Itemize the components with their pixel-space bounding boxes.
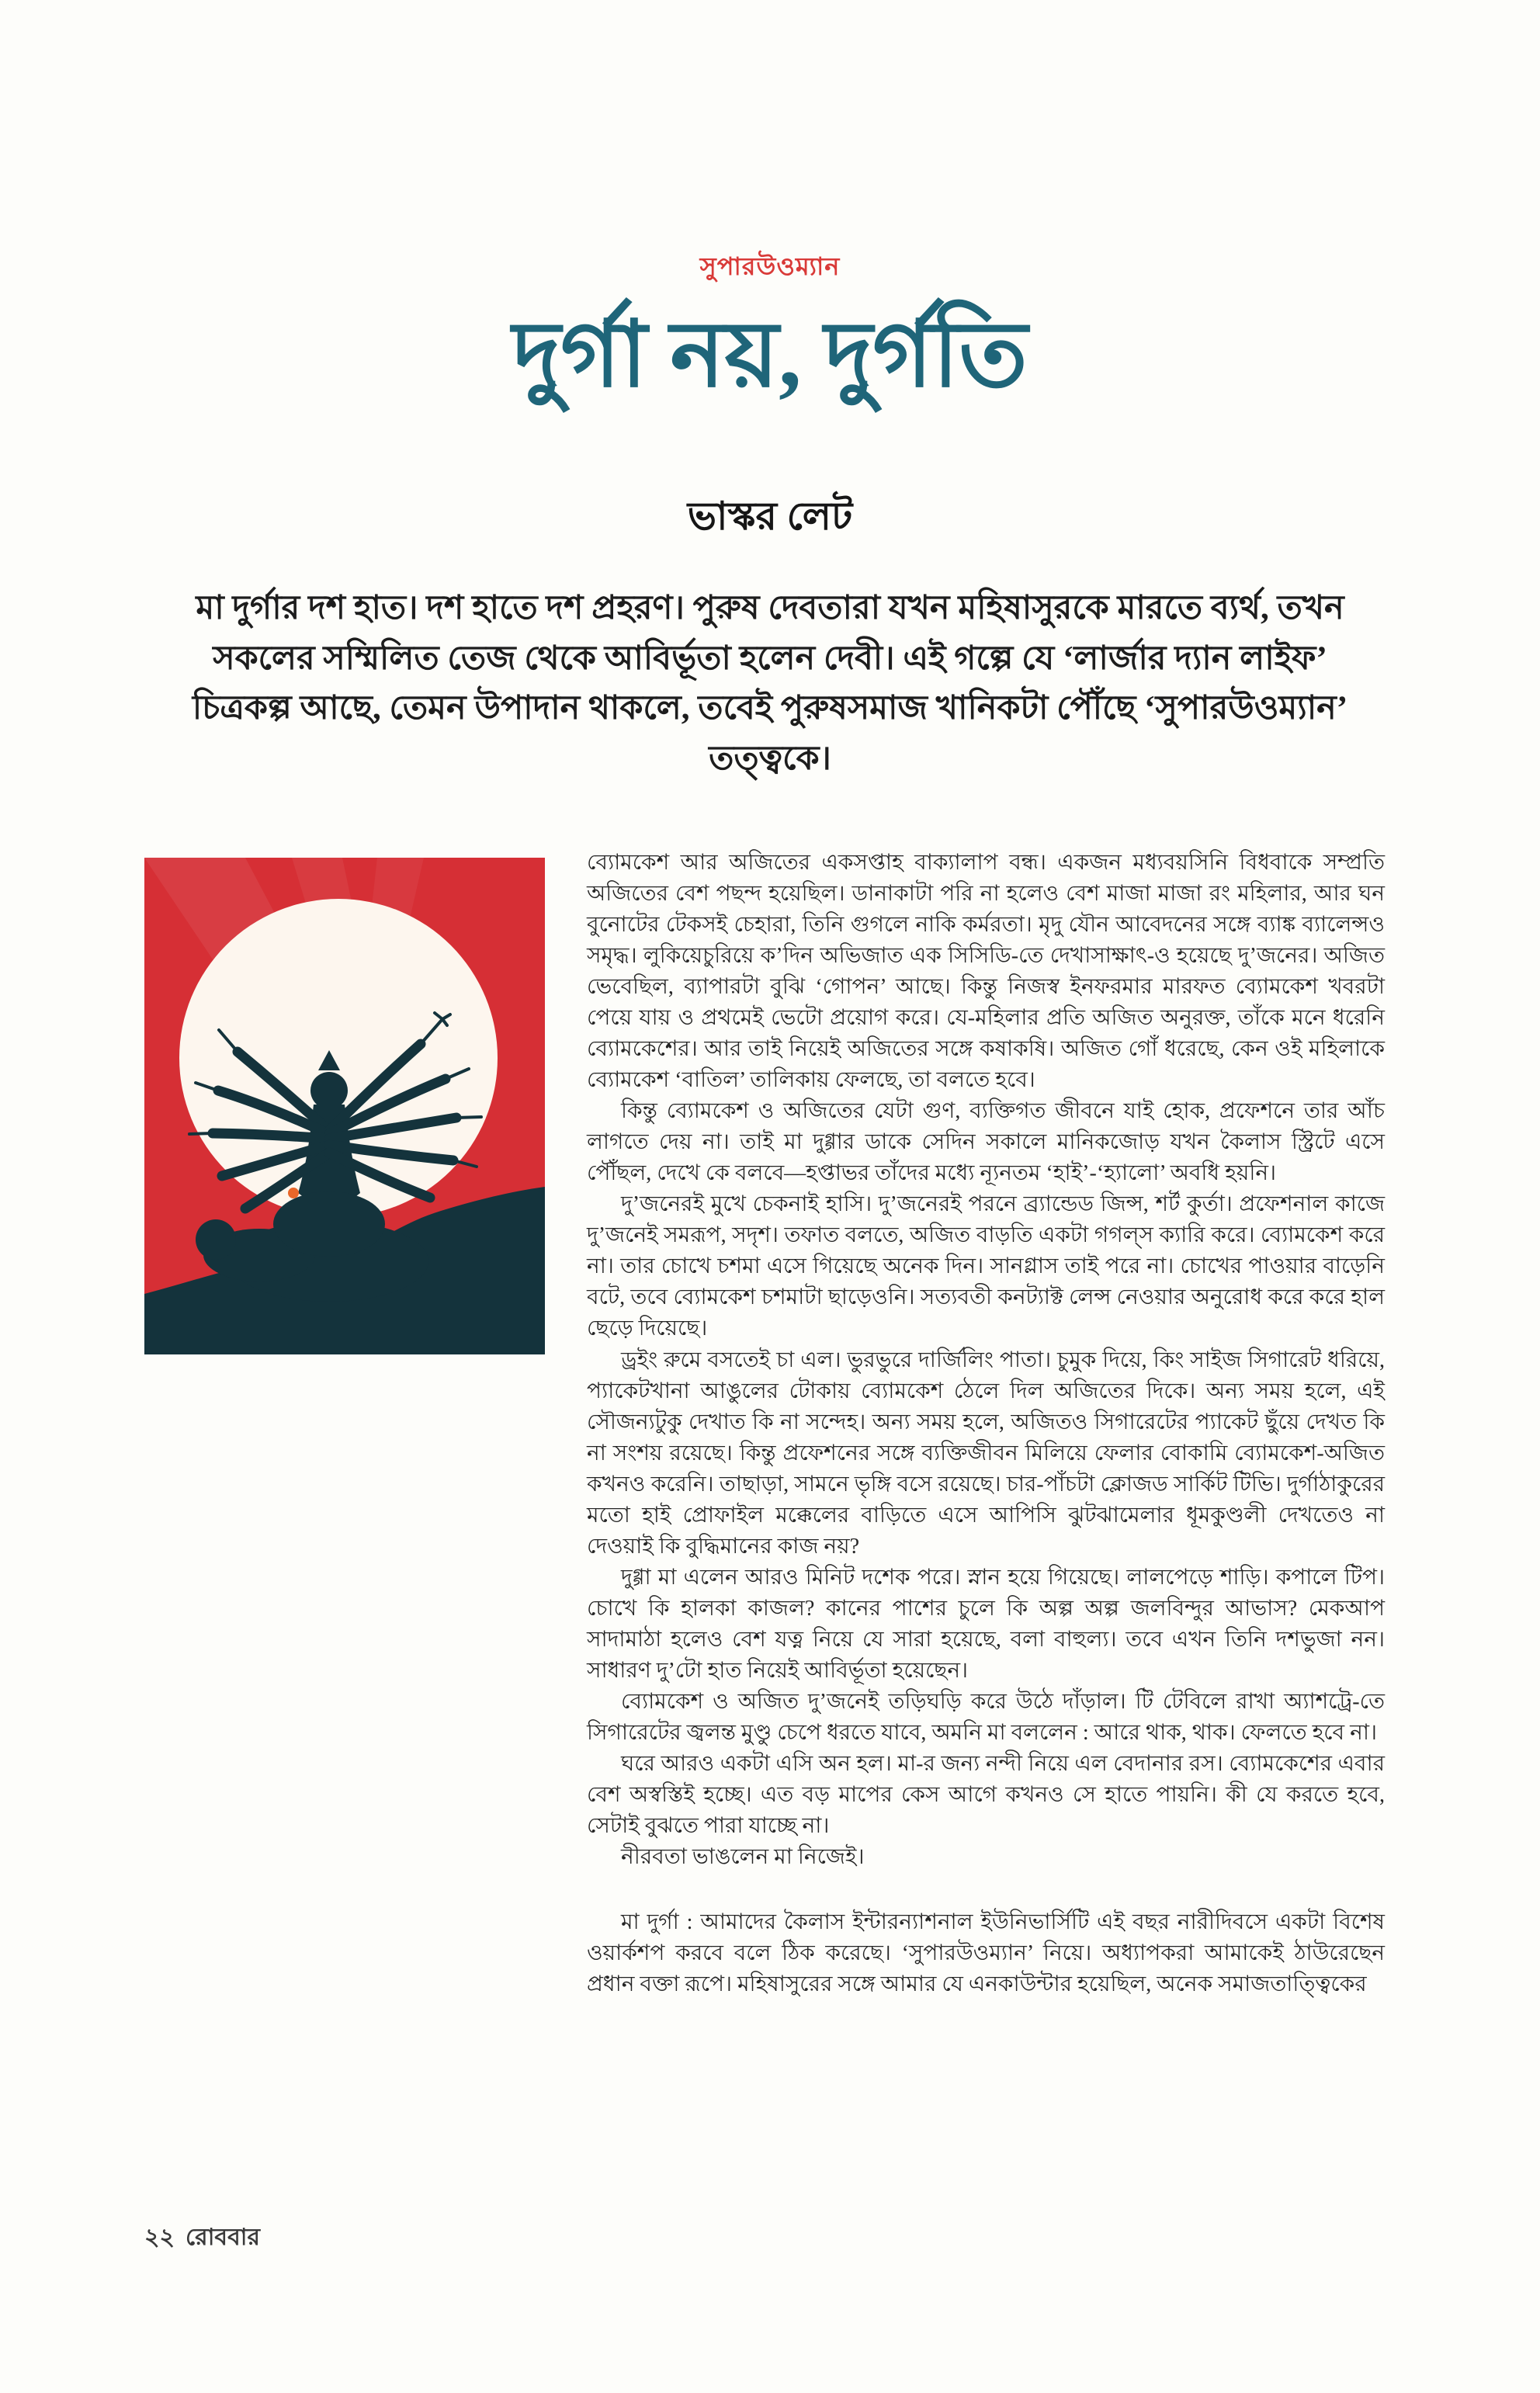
kicker: সুপারউওম্যান: [699, 252, 841, 280]
body-paragraph: মা দুর্গা : আমাদের কৈলাস ইন্টারন্যাশনাল ইউনিভার্সিটি এই বছর নারীদিবসে একটা বিশেষ ওয়ার্কশপ করবে বলে ঠিক করেছে। ‘সুপারউওম্যান’ নিয়ে। অধ্যাপকরা আমাকেই ঠাউরেছেন প্রধান বক্তা রূপে। মহিষাসুরের সঙ্গে আমার যে এনকাউন্টার হয়েছিল, অনেক সমাজতাত্ত্বিকের: [587, 1910, 1385, 1997]
magazine-name: রোববার: [186, 2225, 260, 2250]
body-paragraph: ঘরে আরও একটা এসি অন হল। মা-র জন্য নন্দী নিয়ে এল বেদানার রস। ব্যোমকেশের এবার বেশ অস্বস্তিই হচ্ছে। এত বড় মাপের কেস আগে কখনও সে হাতে পায়নি। কী যে করতে হবে, সেটাই বুঝতে পারা যাচ্ছে না।: [587, 1751, 1385, 1838]
article-body: [587, 848, 1385, 2000]
body-paragraph: ব্যোমকেশ ও অজিত দু’জনেই তড়িঘড়ি করে উঠে দাঁড়াল। টি টেবিলে রাখা অ্যাশট্রে-তে সিগারেটের জ্বলন্ত মুণ্ডু চেপে ধরতে যাবে, অমনি মা বললেন : আরে থাক, থাক। ফেলতে হবে না।: [587, 1689, 1385, 1745]
body-paragraph: দু’জনেরই মুখে চেকনাই হাসি। দু’জনেরই পরনে ব্র্যান্ডেড জিন্স, শর্ট কুর্তা। প্রফেশনাল কাজে দু’জনেই সমরূপ, সদৃশ। তফাত বলতে, অজিত বাড়তি একটা গগল্স ক্যারি করে। ব্যোমকেশ করে না। তার চোখে চশমা এসে গিয়েছে অনেক দিন। সানগ্লাস তাই পরে না। চোখের পাওয়ার বাড়েনি বটে, তবে ব্যোমকেশ চশমাটা ছাড়েওনি। সত্যবতী কনট্যাক্ট লেন্স নেওয়ার অনুরোধ করে করে হাল ছেড়ে দিয়েছে।: [587, 1192, 1385, 1341]
body-paragraph: নীরবতা ভাঙলেন মা নিজেই।: [621, 1845, 865, 1869]
body-paragraph: দুগ্গা মা এলেন আরও মিনিট দশেক পরে। স্নান হয়ে গিয়েছে। লালপেড়ে শাড়ি। কপালে টিপ। চোখে কি হালকা কাজল? কানের পাশের চুলে কি অল্প অল্প জলবিন্দুর আভাস? মেকআপ সাদামাঠা হলেও বেশ যত্ন নিয়ে যে সারা হয়েছে, বলা বাহুল্য। তবে এখন তিনি দশভুজা নন। সাধারণ দু’টো হাত নিয়েই আবির্ভূতা হয়েছেন।: [587, 1565, 1385, 1683]
author-byline: ভাস্কর লেট: [687, 494, 853, 538]
durga-head: [310, 1072, 348, 1109]
page-number: ২২: [144, 2225, 175, 2250]
body-paragraph: ড্রইং রুমে বসতেই চা এল। ভুরভুরে দার্জিলিং পাতা। চুমুক দিয়ে, কিং সাইজ সিগারেট ধরিয়ে, প্যাকেটখানা আঙুলের টোকায় ব্যোমকেশ ঠেলে দিল অজিতের দিকে। অন্য সময় হলে, এই সৌজন্যটুকু দেখাত কি না সন্দেহ। অন্য সময় হলে, অজিতও সিগারেটের প্যাকেট ছুঁয়ে দেখত কি না সংশয় রয়েছে। কিন্তু প্রফেশনের সঙ্গে ব্যক্তিজীবন মিলিয়ে ফেলার বোকামি ব্যোমকেশ-অজিত কখনও করেনি। তাছাড়া, সামনে ভৃঙ্গি বসে রয়েছে। চার-পাঁচটা ক্লোজড সার্কিট টিভি। দুর্গাঠাকুরের মতো হাই প্রোফাইল মক্কেলের বাড়িতে এসে আপিসি ঝুটঝামেলার ধূমকুণ্ডলী দেখতেও না দেওয়াই কি বুদ্ধিমানের কাজ নয়?: [587, 1347, 1385, 1559]
page-title: দুর্গা নয়, দুর্গতি: [512, 304, 1028, 406]
durga-seated-base: [273, 1191, 385, 1257]
lede-paragraph: মা দুর্গার দশ হাত। দশ হাতে দশ প্রহরণ। পুরুষ দেবতারা যখন মহিষাসুরকে মারতে ব্যর্থ, তখন সকলের সম্মিলিত তেজ থেকে আবির্ভূতা হলেন দেবী। এই গল্পে যে ‘লার্জার দ্যান লাইফ’ চিত্রকল্প আছে, তেমন উপাদান থাকলে, তবেই পুরুষসমাজ খানিকটা পৌঁছে ‘সুপারউওম্যান’ তত্ত্বকে।: [192, 590, 1348, 777]
body-paragraph: কিন্তু ব্যোমকেশ ও অজিতের যেটা গুণ, ব্যক্তিগত জীবনে যাই হোক, প্রফেশনে তার আঁচ লাগতে দেয় না। তাই মা দুগ্গার ডাকে সেদিন সকালে মানিকজোড় যখন কৈলাস স্ট্রিটে এসে পৌঁছল, দেখে কে বলবে—হপ্তাভর তাঁদের মধ্যে ন্যূনতম ‘হাই’-‘হ্যালো’ অবধি হয়নি।: [587, 1099, 1385, 1186]
page-footer: [144, 2218, 260, 2258]
flame-accent: [288, 1188, 299, 1198]
lion-head: [196, 1219, 236, 1260]
body-paragraph: ব্যোমকেশ আর অজিতের একসপ্তাহ বাক্যালাপ বন্ধ। একজন মধ্যবয়সিনি বিধবাকে সম্প্রতি অজিতের বেশ পছন্দ হয়েছিল। ডানাকাটা পরি না হলেও বেশ মাজা মাজা রং মহিলার, আর ঘন বুনোটের টেকসই চেহারা, তিনি গুগলে নাকি কর্মরতা। মৃদু যৌন আবেদনের সঙ্গে ব্যাঙ্ক ব্যালেন্সও সমৃদ্ধ। লুকিয়েচুরিয়ে ক’দিন অভিজাত এক সিসিডি-তে দেখাসাক্ষাৎ-ও হয়েছে দু’জনের। অজিত ভেবেছিল, ব্যাপারটা বুঝি ‘গোপন’ আছে। কিন্তু নিজস্ব ইনফরমার মারফত ব্যোমকেশ খবরটা পেয়ে যায় ও প্রথমেই ভেটো প্রয়োগ করে। যে-মহিলার প্রতি অজিত অনুরক্ত, তাঁকে মনে ধরেনি ব্যোমকেশের। আর তাই নিয়েই অজিতের সঙ্গে কষাকষি। অজিত গোঁ ধরেছে, কেন ওই মহিলাকে ব্যোমকেশ ‘বাতিল’ তালিকায় ফেলছে, তা বলতে হবে।: [587, 851, 1385, 1093]
durga-illustration: [144, 858, 545, 1354]
